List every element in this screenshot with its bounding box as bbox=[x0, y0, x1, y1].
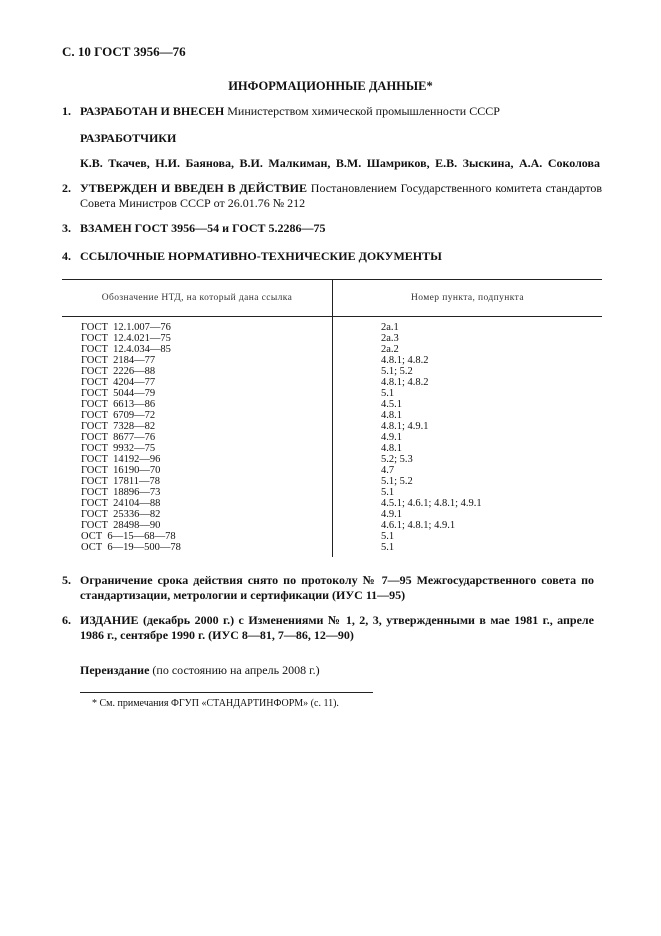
table-row bbox=[62, 410, 602, 421]
clause-number: 5.2; 5.3 bbox=[381, 454, 413, 465]
item-number: 6. bbox=[62, 613, 71, 627]
document-designation: ГОСТ 2226—88 bbox=[62, 366, 333, 377]
reissue-text: (по состоянию на апрель 2008 г.) bbox=[149, 663, 320, 677]
clause-number: 5.1 bbox=[381, 531, 395, 542]
item-text: РАЗРАБОТАН И ВНЕСЕН Министерством химической промышленности СССР bbox=[80, 104, 500, 118]
document-designation: ГОСТ 25336—82 bbox=[62, 509, 333, 520]
table-row bbox=[62, 487, 602, 498]
item-number: 2. bbox=[62, 181, 71, 195]
developers-heading: РАЗРАБОТЧИКИ bbox=[80, 131, 177, 145]
page-header: С. 10 ГОСТ 3956—76 bbox=[62, 44, 186, 59]
info-item-5 bbox=[62, 573, 594, 603]
footnote-divider bbox=[80, 692, 373, 693]
clause-number: 5.1 bbox=[381, 542, 395, 553]
clause-number: 5.1 bbox=[381, 487, 395, 498]
clause-number: 5.1; 5.2 bbox=[381, 366, 413, 377]
table-row bbox=[62, 542, 602, 557]
item-text: ССЫЛОЧНЫЕ НОРМАТИВНО-ТЕХНИЧЕСКИЕ ДОКУМЕНТЫ bbox=[80, 249, 442, 263]
document-designation: ГОСТ 17811—78 bbox=[62, 476, 333, 487]
document-designation: ГОСТ 12.4.034—85 bbox=[62, 344, 333, 355]
column-header-document: Обозначение НТД, на который дана ссылка bbox=[62, 280, 333, 317]
references-table-body bbox=[62, 317, 602, 558]
clause-number: 2а.1 bbox=[381, 322, 399, 333]
item-number: 4. bbox=[62, 249, 71, 263]
references-table bbox=[62, 279, 602, 557]
developers-list: К.В. Ткачев, Н.И. Баянова, В.И. Малкиман, В.М. Шамриков, Е.В. Зыскина, А.А. Соколова bbox=[80, 156, 600, 170]
item-number: 3. bbox=[62, 221, 71, 235]
info-item-4 bbox=[62, 249, 602, 264]
table-row bbox=[62, 531, 602, 542]
item-lead-phrase: РАЗРАБОТАН И ВНЕСЕН bbox=[80, 104, 225, 118]
table-row bbox=[62, 366, 602, 377]
clause-number: 4.8.1; 4.9.1 bbox=[381, 421, 429, 432]
item-number: 1. bbox=[62, 104, 71, 118]
table-row bbox=[62, 388, 602, 399]
table-row bbox=[62, 333, 602, 344]
document-designation: ГОСТ 16190—70 bbox=[62, 465, 333, 476]
document-designation: ГОСТ 24104—88 bbox=[62, 498, 333, 509]
clause-number: 5.1 bbox=[381, 388, 395, 399]
item-text: УТВЕРЖДЕН И ВВЕДЕН В ДЕЙСТВИЕ Постановлением Государственного комитета стандартов Совета Министров СССР от 26.01.76 № 212 bbox=[80, 181, 602, 210]
table-row bbox=[62, 443, 602, 454]
table-row bbox=[62, 465, 602, 476]
document-designation: ГОСТ 8677—76 bbox=[62, 432, 333, 443]
table-row bbox=[62, 317, 602, 334]
document-designation: ГОСТ 6613—86 bbox=[62, 399, 333, 410]
item-text: ВЗАМЕН ГОСТ 3956—54 и ГОСТ 5.2286—75 bbox=[80, 221, 326, 235]
clause-number: 4.8.1 bbox=[381, 410, 402, 421]
item-text: ИЗДАНИЕ (декабрь 2000 г.) с Изменениями № 1, 2, 3, утвержденными в мае 1981 г., апреле 1986 г., сентябре 1990 г. (ИУС 8—81, 7—86, 12—90) bbox=[80, 613, 594, 642]
document-designation: ОСТ 6—15—68—78 bbox=[62, 531, 333, 542]
clause-number: 2а.3 bbox=[381, 333, 399, 344]
clause-number: 4.5.1; 4.6.1; 4.8.1; 4.9.1 bbox=[381, 498, 482, 509]
table-row bbox=[62, 454, 602, 465]
info-item-6 bbox=[62, 613, 594, 643]
table-row bbox=[62, 377, 602, 388]
clause-number: 4.8.1 bbox=[381, 443, 402, 454]
clause-number: 4.9.1 bbox=[381, 509, 402, 520]
document-designation: ГОСТ 18896—73 bbox=[62, 487, 333, 498]
clause-number: 4.8.1; 4.8.2 bbox=[381, 377, 429, 388]
table-header-row bbox=[62, 280, 602, 317]
clause-number: 4.6.1; 4.8.1; 4.9.1 bbox=[381, 520, 456, 531]
document-designation: ГОСТ 12.4.021—75 bbox=[62, 333, 333, 344]
page-title: ИНФОРМАЦИОННЫЕ ДАННЫЕ* bbox=[228, 79, 433, 93]
table-row bbox=[62, 421, 602, 432]
document-designation: ГОСТ 9932—75 bbox=[62, 443, 333, 454]
info-item-2 bbox=[62, 181, 602, 211]
table-row bbox=[62, 355, 602, 366]
document-designation: ГОСТ 4204—77 bbox=[62, 377, 333, 388]
document-designation: ГОСТ 2184—77 bbox=[62, 355, 333, 366]
table-row bbox=[62, 520, 602, 531]
document-designation: ГОСТ 28498—90 bbox=[62, 520, 333, 531]
clause-number: 4.5.1 bbox=[381, 399, 402, 410]
clause-number: 4.8.1; 4.8.2 bbox=[381, 355, 429, 366]
document-designation: ГОСТ 5044—79 bbox=[62, 388, 333, 399]
table-row bbox=[62, 432, 602, 443]
clause-number: 4.7 bbox=[381, 465, 395, 476]
table-row bbox=[62, 498, 602, 509]
item-text: Ограничение срока действия снято по протоколу № 7—95 Межгосударственного совета по стандартизации, метрологии и сертификации (ИУС 11—95) bbox=[80, 573, 594, 602]
table-row bbox=[62, 344, 602, 355]
table-row bbox=[62, 509, 602, 520]
item-number: 5. bbox=[62, 573, 71, 587]
item-lead-phrase: УТВЕРЖДЕН И ВВЕДЕН В ДЕЙСТВИЕ bbox=[80, 181, 307, 195]
info-item-3 bbox=[62, 221, 602, 236]
document-designation: ГОСТ 14192—96 bbox=[62, 454, 333, 465]
clause-number: 5.1; 5.2 bbox=[381, 476, 413, 487]
clause-number: 4.9.1 bbox=[381, 432, 402, 443]
table-row bbox=[62, 476, 602, 487]
document-designation: ГОСТ 12.1.007—76 bbox=[62, 317, 333, 334]
info-item-1 bbox=[62, 104, 602, 119]
column-header-clause: Номер пункта, подпункта bbox=[333, 280, 603, 317]
document-designation: ГОСТ 6709—72 bbox=[62, 410, 333, 421]
reissue-label: Переиздание bbox=[80, 663, 150, 677]
document-designation: ОСТ 6—19—500—78 bbox=[62, 542, 333, 557]
reissue-note bbox=[80, 663, 320, 678]
table-row bbox=[62, 399, 602, 410]
clause-number: 2а.2 bbox=[381, 344, 399, 355]
document-designation: ГОСТ 7328—82 bbox=[62, 421, 333, 432]
footnote: * См. примечания ФГУП «СТАНДАРТИНФОРМ» (с. 11). bbox=[92, 698, 339, 709]
